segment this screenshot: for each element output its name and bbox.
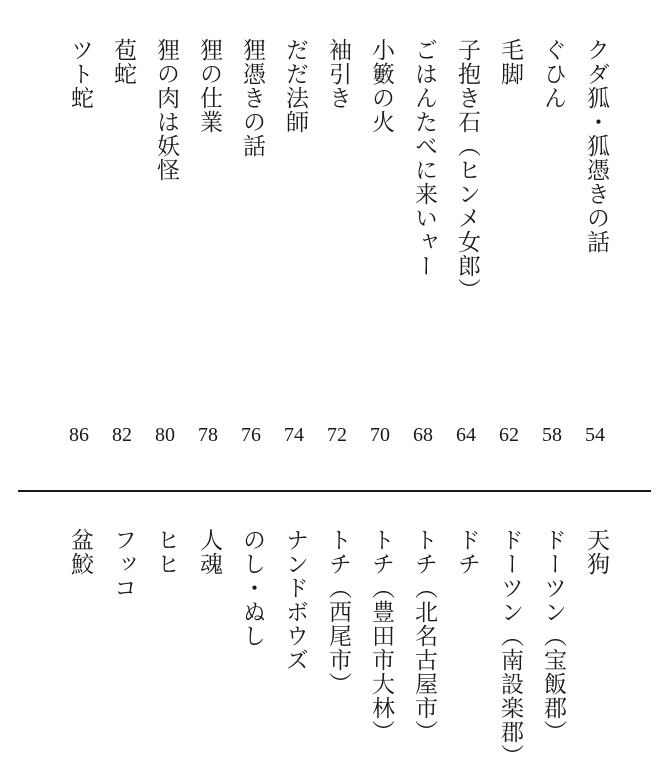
toc-upper-title-5: ごはんたべに来いャー <box>411 38 437 278</box>
toc-lower-title-8: ナンドボウズ <box>282 528 308 672</box>
toc-lower-title-5: トチ（北名古屋市） <box>411 528 437 744</box>
toc-upper-page-2: 58 <box>542 424 562 446</box>
toc-upper-page-3: 62 <box>499 424 519 446</box>
toc-upper-page-13: 86 <box>69 424 89 446</box>
toc-lower-title-10: 人魂 <box>196 528 222 576</box>
toc-upper-page-11: 80 <box>155 424 175 446</box>
toc-upper-title-12: 苞蛇 <box>110 38 136 86</box>
toc-upper-page-1: 54 <box>585 424 605 446</box>
toc-upper-title-9: 狸憑きの話 <box>239 38 265 158</box>
toc-upper-page-12: 82 <box>112 424 132 446</box>
toc-upper-title-11: 狸の肉は妖怪 <box>153 38 179 182</box>
toc-lower-title-3: ドーツン（南設楽郡） <box>497 528 523 768</box>
toc-lower-title-2: ドーツン（宝飯郡） <box>540 528 566 744</box>
toc-upper-title-10: 狸の仕業 <box>196 38 222 134</box>
toc-lower-title-1: 天狗 <box>583 528 609 576</box>
toc-upper-title-7: 袖引き <box>325 38 351 110</box>
toc-upper-title-4: 子抱き石（ヒンメ女郎） <box>454 38 480 302</box>
toc-upper-title-13: ツト蛇 <box>67 38 93 110</box>
toc-lower-title-9: のし・ぬし <box>239 528 265 648</box>
toc-lower-title-11: ヒヒ <box>153 528 179 576</box>
toc-upper-page-10: 78 <box>198 424 218 446</box>
toc-upper-page-8: 74 <box>284 424 304 446</box>
toc-lower-title-7: トチ（西尾市） <box>325 528 351 696</box>
toc-upper-title-8: だだ法師 <box>282 38 308 134</box>
toc-lower-title-13: 盆鮫 <box>67 528 93 576</box>
section-divider <box>18 490 651 492</box>
toc-lower-title-12: フッコ <box>110 528 136 600</box>
toc-lower-title-6: トチ（豊田市大林） <box>368 528 394 744</box>
toc-upper-page-7: 72 <box>327 424 347 446</box>
toc-upper-page-6: 70 <box>370 424 390 446</box>
toc-upper-page-9: 76 <box>241 424 261 446</box>
toc-upper-title-3: 毛脚 <box>497 38 523 86</box>
toc-upper-title-6: 小籔の火 <box>368 38 394 134</box>
toc-lower-title-4: ドチ <box>454 528 480 576</box>
toc-upper-title-2: ぐひん <box>540 38 566 110</box>
toc-upper-title-1: クダ狐・狐憑きの話 <box>583 38 609 254</box>
toc-upper-page-5: 68 <box>413 424 433 446</box>
toc-upper-page-4: 64 <box>456 424 476 446</box>
